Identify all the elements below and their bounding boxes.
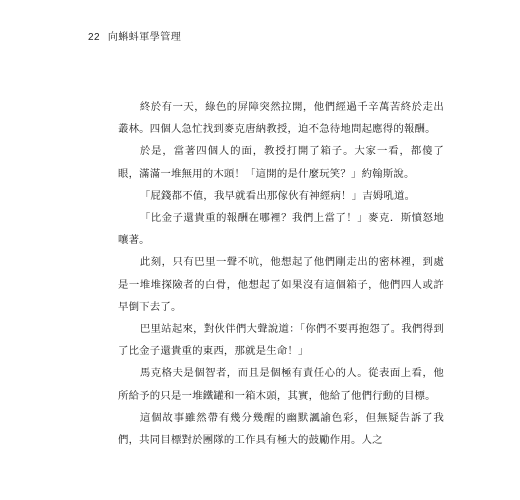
page-number: 22 bbox=[88, 32, 101, 43]
page-body bbox=[118, 96, 444, 451]
paragraph: 於是，當著四個人的面，教授打開了箱子。大家一看，都傻了眼，滿滿一堆無用的木頭！「這開的是什麼玩笑？」約翰斯說。 bbox=[118, 145, 444, 180]
paragraph: 「屁錢都不值，我早就看出那傢伙有神經病！」吉姆吼道。 bbox=[139, 189, 416, 202]
book-title: 向蝌蚪軍學管理 bbox=[107, 32, 182, 43]
paragraph: 此刻，只有巴里一聲不吭，他想起了他們剛走出的密林裡，到處是一堆堆探險者的白骨，他想起了如果沒有這個箱子，他們四人或許早倒下去了。 bbox=[118, 256, 444, 313]
page-header bbox=[88, 28, 181, 43]
paragraph: 這個故事雖然帶有幾分幾醒的幽默諷諭色彩，但無疑告訴了我們，共同目標對於團隊的工作具有極大的鼓勵作用。人之 bbox=[118, 411, 444, 447]
paragraph: 「比金子還貴重的報酬在哪裡？我們上當了！」麥克．斯憤怒地嚷著。 bbox=[118, 212, 444, 247]
paragraph: 巴里站起來，對伙伴們大聲說道：「你們不要再抱怨了。我們得到了比金子還貴重的東西，那就是生命！」 bbox=[118, 323, 444, 358]
paragraph: 終於有一天，綠色的屏障突然拉開，他們經過千辛萬苦終於走出叢林。四個人急忙找到麥克唐納教授，迫不急待地問起應得的報酬。 bbox=[118, 101, 444, 136]
paragraph: 馬克格夫是個智者，而且是個極有責任心的人。從表面上看，他所給予的只是一堆鐵罐和一箱木頭，其實，他給了他們行動的目標。 bbox=[118, 367, 444, 402]
